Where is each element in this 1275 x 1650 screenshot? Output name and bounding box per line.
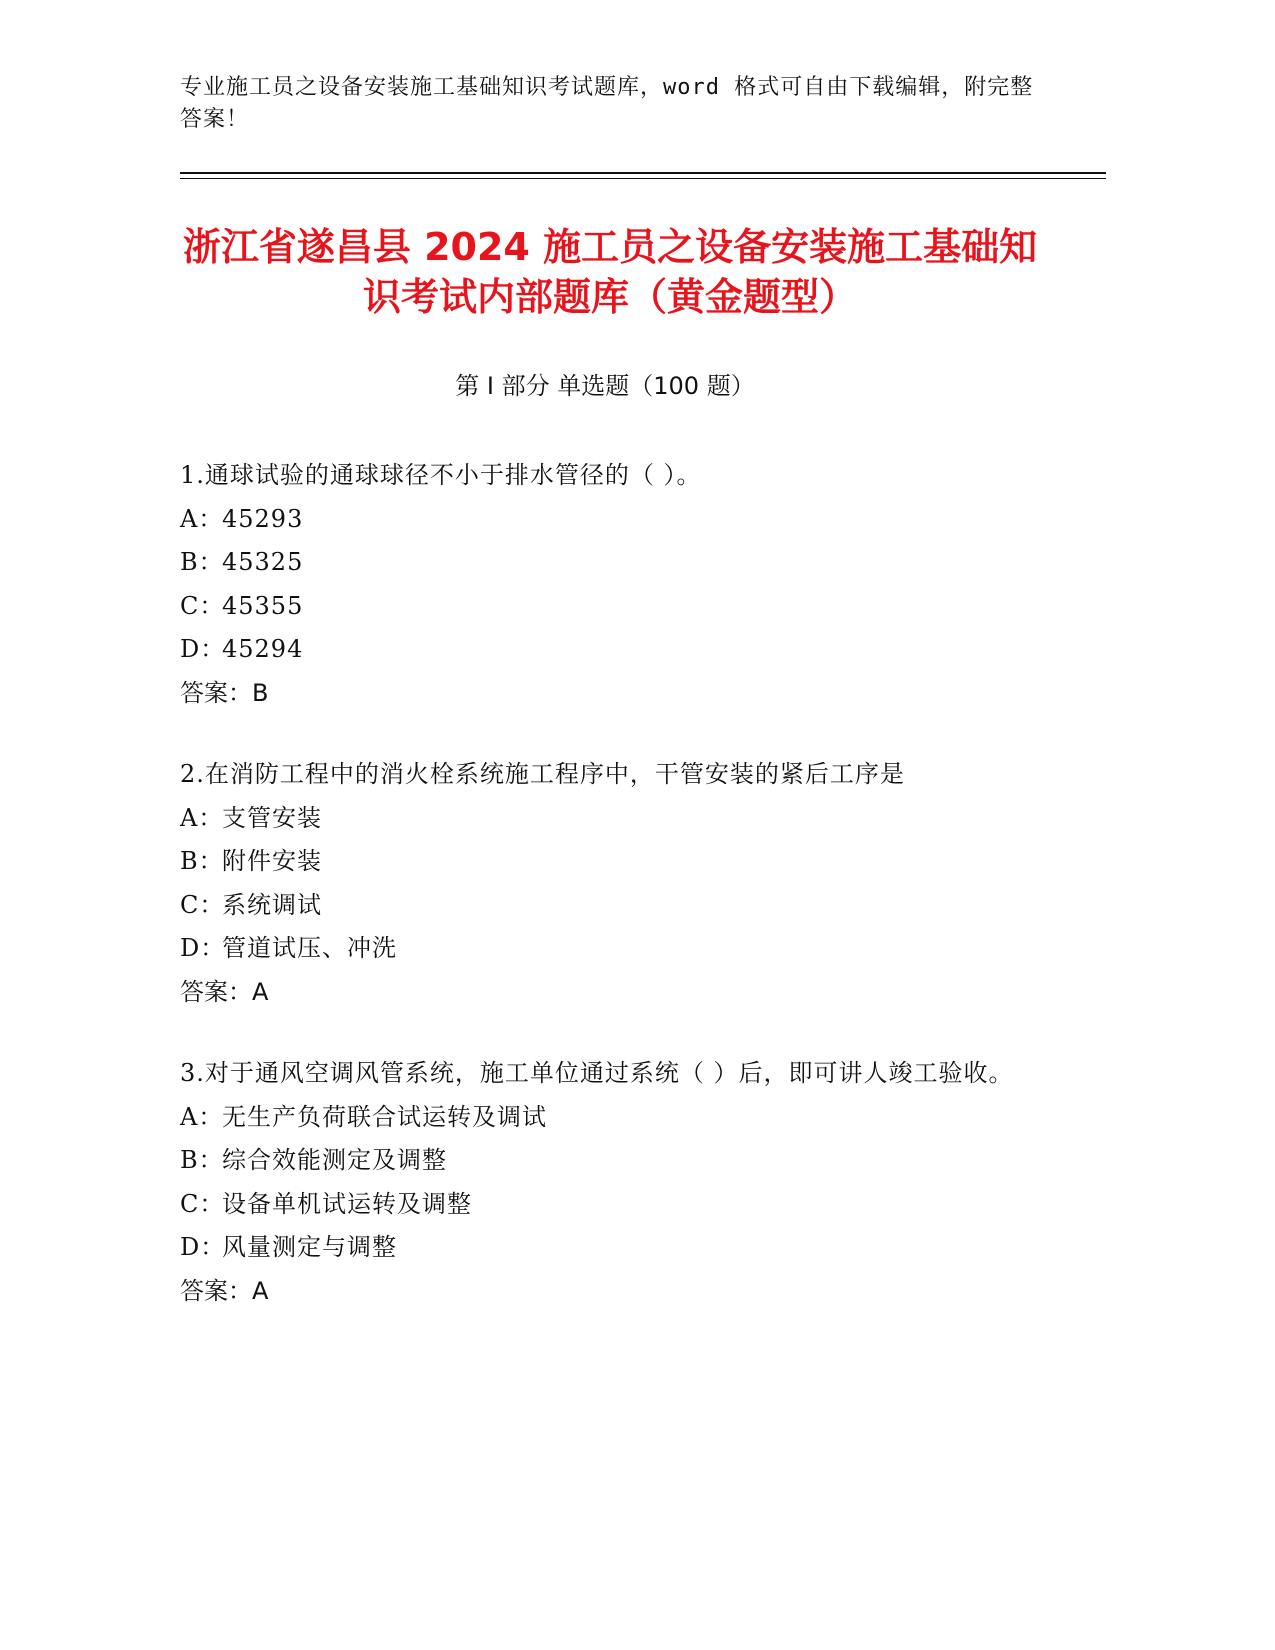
answer-line: 答案：B bbox=[180, 678, 269, 707]
option-text: 无生产负荷联合试运转及调试 bbox=[222, 1102, 547, 1131]
header-divider-thin bbox=[180, 178, 1106, 179]
option-text: 管道试压、冲洗 bbox=[222, 934, 397, 962]
option-key: D： bbox=[180, 934, 226, 962]
option-c bbox=[180, 1183, 1040, 1227]
option-text: 45294 bbox=[222, 635, 304, 663]
option-b bbox=[180, 541, 1040, 585]
option-text: 45325 bbox=[222, 548, 304, 576]
option-text: 系统调试 bbox=[222, 890, 322, 919]
option-text: 附件安装 bbox=[222, 847, 322, 875]
option-key: C： bbox=[180, 890, 225, 919]
question-2 bbox=[180, 753, 1040, 1014]
header-note: 专业施工员之设备安装施工基础知识考试题库，word 格式可自由下载编辑，附完整答案！ bbox=[180, 75, 1034, 132]
option-key: B： bbox=[180, 847, 224, 875]
option-b bbox=[180, 1139, 1040, 1183]
option-key: A： bbox=[180, 504, 224, 533]
option-text: 风量测定与调整 bbox=[222, 1233, 397, 1261]
option-a bbox=[180, 498, 1040, 542]
question-3 bbox=[180, 1052, 1040, 1313]
option-key: C： bbox=[180, 1189, 225, 1218]
section-heading: 第 I 部分 单选题（100 题） bbox=[455, 372, 755, 400]
option-a bbox=[180, 797, 1040, 841]
option-text: 综合效能测定及调整 bbox=[222, 1146, 447, 1174]
option-key: B： bbox=[180, 548, 224, 576]
option-key: D： bbox=[180, 635, 226, 663]
answer-line: 答案：A bbox=[180, 977, 269, 1006]
option-key: D： bbox=[180, 1233, 226, 1261]
option-d bbox=[180, 628, 1040, 672]
option-text: 45355 bbox=[222, 591, 304, 620]
header-divider-thick bbox=[180, 172, 1106, 174]
option-a bbox=[180, 1096, 1040, 1140]
question-list bbox=[180, 454, 1040, 1351]
option-key: B： bbox=[180, 1146, 224, 1174]
option-key: A： bbox=[180, 803, 224, 832]
option-c bbox=[180, 884, 1040, 928]
option-text: 支管安装 bbox=[222, 803, 322, 832]
question-1 bbox=[180, 454, 1040, 715]
option-key: A： bbox=[180, 1102, 224, 1131]
question-stem: 3.对于通风空调风管系统，施工单位通过系统（ ）后，即可讲人竣工验收。 bbox=[180, 1059, 1014, 1087]
option-key: C： bbox=[180, 591, 225, 620]
option-d bbox=[180, 1226, 1040, 1270]
option-text: 45293 bbox=[222, 504, 304, 533]
question-stem: 1.通球试验的通球球径不小于排水管径的（ ）。 bbox=[180, 461, 702, 489]
answer-line: 答案：A bbox=[180, 1276, 269, 1305]
option-text: 设备单机试运转及调整 bbox=[222, 1189, 472, 1218]
option-c bbox=[180, 585, 1040, 629]
document-title: 浙江省遂昌县 2024 施工员之设备安装施工基础知识考试内部题库（黄金题型） bbox=[182, 225, 1038, 319]
option-d bbox=[180, 927, 1040, 971]
option-b bbox=[180, 840, 1040, 884]
question-stem: 2.在消防工程中的消火栓系统施工程序中，干管安装的紧后工序是 bbox=[180, 760, 905, 788]
